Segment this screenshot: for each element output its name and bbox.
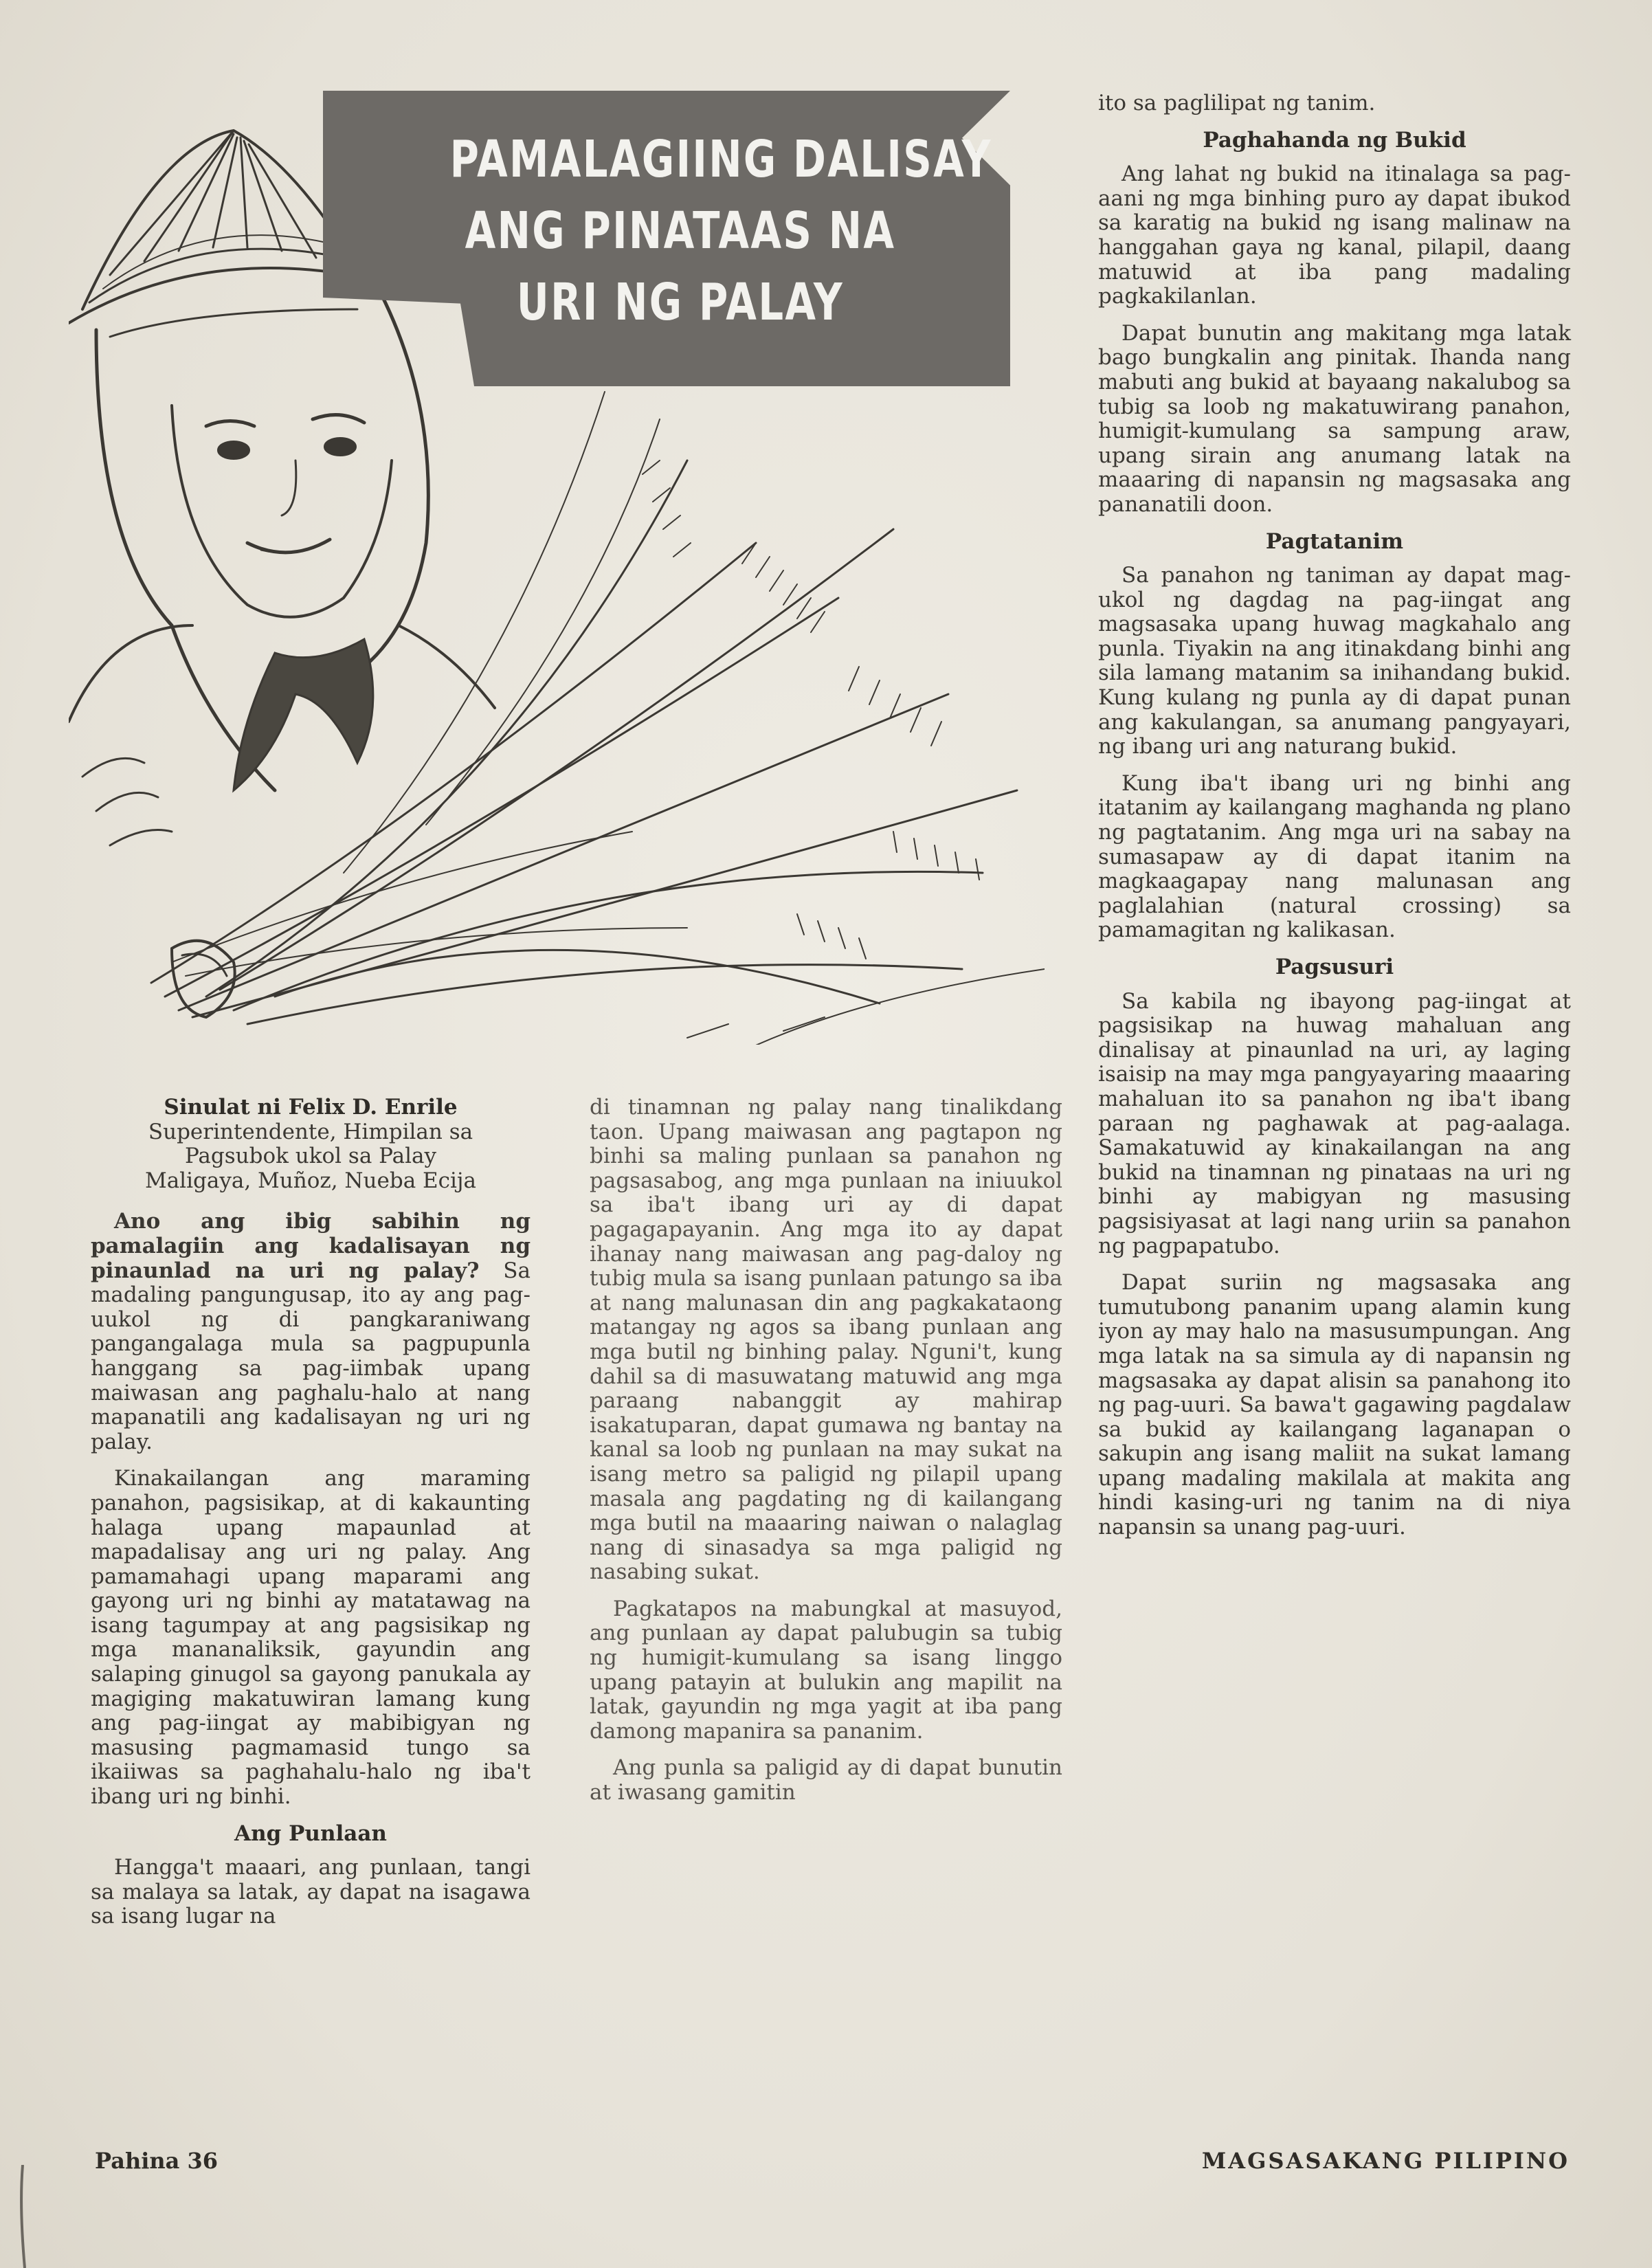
title-line-2: ANG PINATAAS NA — [465, 201, 896, 260]
paragraph: Dapat suriin ng magsasaka ang tumutubong pananim upang alamin kung iyon ay may halo na masusumpungan. Ang mga latak na sa simula ay di napansin ng magsasaka ay dapat alisin sa panahong ito ng pag-uuri. Sa bawa't gagawing pagdalaw sa bukid ay kailangang laganapan o sakupin ang isang maliit na sukat lamang upang madaling makilala at makita ang hindi kasing-uri ng tanim na di niya napansin sa unang pag-uuri. — [1098, 1270, 1571, 1540]
section-heading: Pagtatanim — [1265, 529, 1404, 554]
byline-line-3: Maligaya, Muñoz, Nueba Ecija — [144, 1168, 477, 1193]
paragraph: Kung iba't ibang uri ng binhi ang itatanim ay kailangang maghanda ng plano ng pagtatanim. Ang mga uri na sabay na sumasapaw ay di dapat itanim na magkaagapay nang malunasan ang paglalahian (natural crossing) sa pamamagitan ng kalikasan. — [1098, 770, 1571, 943]
paragraph: Sa panahon ng taniman ay dapat mag-ukol ng dagdag na pag-iingat ang magsasaka upang huwag magkahalo ang punla. Tiyakin na ang itinakdang binhi ang sila lamang matanim sa inihandang bukid. Kung kulang ng punla ay di dapat punan ang kakulangan, sa anumang pangyayari, ng ibang uri ang naturang bukid. — [1098, 563, 1571, 759]
paragraph: Sa kabila ng ibayong pag-iingat at pagsisikap na huwag mahaluan ang dinalisay at pinaunlad na uri, ay laging isaisip na may mga pangyayaring maaaring mahaluan ito sa panahon ng iba't ibang paraan ng paghawak at pag-aalaga. Samakatuwid ay kinakailangan na ang bukid na tinamnan ng pinataas na uri ng binhi ay mabigyan ng masusing pagsisiyasat at lagi nang uriin sa panahon ng pagpapatubo. — [1098, 988, 1571, 1258]
section-heading: Paghahanda ng Bukid — [1203, 127, 1466, 153]
paragraph: di tinamnan ng palay nang tinalikdang taon. Upang maiwasan ang pagtapon ng binhi sa maling punlaan sa panahon ng pagsasabog, ang mga punlaan na iniuukol sa iba't ibang uri ay di dapat pagagapayanin. Ang mga ito ay dapat ihanay nang maiwasan ang pag-daloy ng tubig mula sa isang punlaan patungo sa iba at nang malunasan din ang pagkakataong matangay ng agos sa ibang punlaan ang mga butil ng binhing palay. Nguni't, kung dahil sa di masuwatang matuwid ang mga paraang nabanggit ay mahirap isakatuparan, dapat gumawa ng bantay na kanal sa loob ng punlaan na may sukat na isang metro sa paligid ng pilapil upang masala ang pagdating ng di kailangang mga butil na maaaring naiwan o nalaglag nang di sinasadya sa mga paligid ng nasabing sukat. — [590, 1095, 1062, 1585]
magazine-name: MAGSASAKANG PILIPINO — [1201, 2148, 1570, 2174]
byline-line-1: Superintendente, Himpilan sa — [148, 1119, 473, 1144]
paragraph: Kinakailangan ang maraming panahon, pagsisikap, at di kakaunting halaga upang mapaunlad at mapadalisay ang uri ng palay. Ang pamamahagi upang maparami ang gayong uri ng binhi ay matatawag na isang tagumpay at ang pagsisikap ng mga mananaliksik, gayundin ang salaping ginugol sa gayong panukala ay magiging makatuwiran lamang kung ang pag-iingat ay mabibigyan ng masusing pagmamasid tungo sa ikaiiwas sa paghahalu-halo ng iba't ibang uri ng binhi. — [91, 1466, 531, 1810]
byline-line-2: Pagsubok ukol sa Palay — [184, 1144, 437, 1169]
paragraph: Ang lahat ng bukid na itinalaga sa pag-aani ng mga binhing puro ay dapat ibukod sa karatig na bukid ng isang malinaw na hanggahan gaya ng kanal, pilapil, daang matuwid at iba pang madaling pagkakilanlan. — [1098, 162, 1571, 309]
article-title — [449, 124, 992, 338]
paragraph: ito sa paglilipat ng tanim. — [1098, 91, 1376, 115]
title-line-3: URI NG PALAY — [516, 273, 845, 332]
paragraph: Dapat bunutin ang makitang mga latak bago bungkalin ang pinitak. Ihanda nang mabuti ang bukid at bayaang nakalubog sa tubig sa loob ng makatuwirang panahon, humigit-kumulang sa sampung araw, upang sirain ang anumang latak na maaaring di napansin ng magsasaka ang pananatili doon. — [1098, 320, 1571, 517]
column-1 — [91, 1096, 531, 1942]
paragraph: Hangga't maaari, ang punlaan, tangi sa malaya sa latak, ay dapat na isagawa sa isang lugar na — [91, 1855, 531, 1929]
column-3 — [1098, 91, 1571, 1553]
column-2 — [590, 1096, 1062, 1818]
paragraph: Pagkatapos na mabungkal at masuyod, ang punlaan ay dapat palubugin sa tubig ng humigit-kumulang sa isang linggo upang patayin at bulukin ang mapilit na latak, gayundin ng mga yagit at iba pang damong mapanira sa pananim. — [590, 1596, 1062, 1744]
byline-author: Sinulat ni Felix D. Enrile — [164, 1095, 458, 1120]
paragraph-text: Sa madaling pangungusap, ito ay ang pag-uukol ng di pangkaraniwang pangangalaga mula sa pagpupunla hanggang sa pag-iimbak upang maiwasan ang paghalu-halo at nang mapanatili ang kadalisayan ng uri ng palay. — [91, 1258, 531, 1454]
paragraph: Ang punla sa paligid ay di dapat bunutin at iwasang gamitin — [590, 1755, 1062, 1805]
paragraph — [91, 1210, 531, 1454]
paragraph-lead: Ano ang ibig sabihin ng pamalagiin ang kadalisayan ng pinaunlad na uri ng palay? — [91, 1209, 531, 1283]
section-heading: Ang Punlaan — [234, 1821, 387, 1846]
title-line-1: PAMALAGIING DALISAY — [449, 130, 992, 189]
section-heading: Pagsusuri — [1275, 955, 1394, 979]
binding-edge-mark — [12, 2165, 33, 2268]
page-number: Pahina 36 — [95, 2148, 219, 2174]
byline — [91, 1096, 531, 1193]
